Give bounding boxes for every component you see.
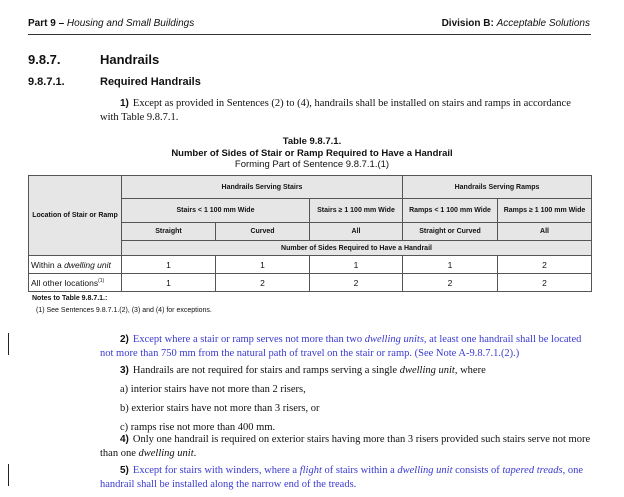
stairs-narrow-header: Stairs < 1 100 mm Wide [122,199,310,223]
header-rule [28,34,591,35]
defined-term: dwelling unit [397,465,453,476]
section-title: Handrails [100,52,160,67]
subsection-number: 9.8.7.1. [28,76,65,88]
label-text: Within a [31,259,65,270]
cell: 2 [403,274,498,292]
defined-term: dwelling unit [399,365,455,376]
sentence-number: 5) [120,465,129,476]
cell: 2 [216,274,310,292]
table-title: Number of Sides of Stair or Ramp Required to Have a Handrail [171,148,453,159]
ramps-narrow-header: Ramps < 1 100 mm Wide [403,199,498,223]
defined-term: tapered treads [502,465,563,476]
sentence-number: 3) [120,365,129,376]
sentence-text: Except as provided in Sentences (2) to (4), handrails shall be installed on stairs and ramps in accordance with Table 9.8.7.1. [100,98,571,123]
running-header-part [28,18,194,29]
sub-header: Straight or Curved [403,223,498,241]
text: Except for stairs with winders, where a [132,465,300,476]
footnote-ref: (1) [98,277,105,284]
text: Except where a stair or ramp serves not more than two [132,334,365,345]
sentence-5 [100,464,592,492]
span-header: Number of Sides Required to Have a Handrail [122,241,592,256]
location-header: Location of Stair or Ramp [29,176,122,256]
sub-header: All [498,223,592,241]
section-number: 9.8.7. [28,52,61,67]
sub-header: Curved [216,223,310,241]
text: , at least one handrail shall be located not more than 750 mm from the natural path of travel on the stair or ramp. (See Note A-9.8.7.1.(2).) [100,334,582,359]
cell: 2 [498,274,592,292]
sub-header: Straight [122,223,216,241]
cell: 1 [216,256,310,274]
running-header-division [442,18,590,29]
table-number: Table 9.8.7.1. [282,136,342,147]
text: Handrails are not required for stairs and ramps serving a single [132,365,400,376]
part-label: Part 9 – [28,18,67,29]
sentence-number: 4) [120,434,129,445]
row-label [29,274,122,292]
text: , where [454,365,486,376]
text: , one handrail shall be installed along the narrow end of the treads. [100,465,583,490]
cell: 2 [310,274,403,292]
notes-title: Notes to Table 9.8.7.1.: [32,295,108,302]
table-subtitle: Forming Part of Sentence 9.8.7.1.(1) [234,159,390,170]
ramps-group-header: Handrails Serving Ramps [403,176,592,199]
text: consists of [452,465,503,476]
table-row [29,256,592,274]
defined-term: dwelling units [364,334,424,345]
cell: 1 [403,256,498,274]
division-title: Acceptable Solutions [496,18,590,29]
ramps-wide-header: Ramps ≥ 1 100 mm Wide [498,199,592,223]
change-bar [8,464,9,486]
text: Only one handrail is required on exterior stairs having more than 3 risers provided such stairs serve not more than one [100,434,591,459]
clause-a: a) interior stairs have not more than 2 risers, [120,384,306,395]
cell: 1 [122,274,216,292]
sentence-number: 2) [120,334,129,345]
row-label [29,256,122,274]
stairs-wide-header: Stairs ≥ 1 100 mm Wide [310,199,403,223]
clause-c: c) ramps rise not more than 400 mm. [120,422,276,433]
table-row [29,274,592,292]
sub-header: All [310,223,403,241]
label-italic: dwelling unit [64,259,111,270]
sentence-number: 1) [120,98,129,109]
clause-b: b) exterior stairs have not more than 3 risers, or [120,403,320,414]
sentence-2 [100,333,592,361]
sentence-3 [100,364,592,378]
defined-term: dwelling unit [138,448,194,459]
handrail-table [28,175,592,292]
cell: 1 [122,256,216,274]
defined-term: flight [299,465,322,476]
subsection-title: Required Handrails [100,76,201,88]
sentence-1 [100,97,592,125]
label-text: All other locations [31,277,99,288]
text: of stairs within a [321,465,398,476]
change-bar [8,333,9,355]
cell: 2 [498,256,592,274]
division-label: Division B: [441,18,497,29]
cell: 1 [310,256,403,274]
text: . [193,448,197,459]
part-title: Housing and Small Buildings [66,18,195,29]
sentence-4 [100,433,592,461]
note-1: (1) See Sentences 9.8.7.1.(2), (3) and (4) for exceptions. [36,307,212,314]
stairs-group-header: Handrails Serving Stairs [122,176,403,199]
